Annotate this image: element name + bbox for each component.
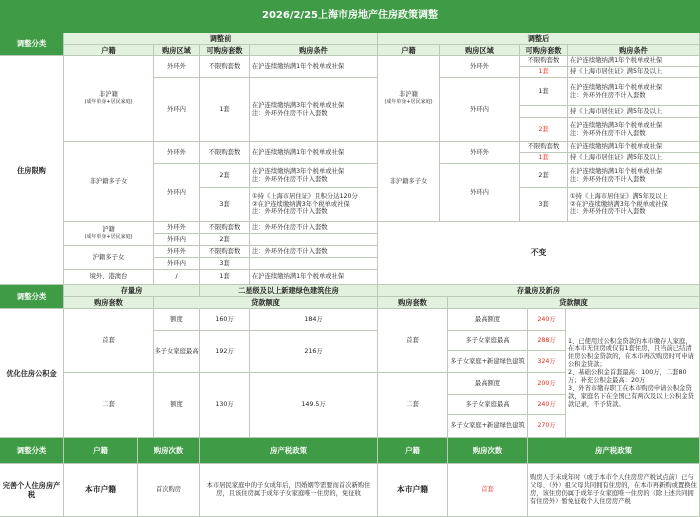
condition-text: 注：外环外住房不计入套数 [252,223,328,231]
area-outer-text: 外环外 [470,62,489,70]
amount-after-text: 200万 [537,379,556,387]
condition-text: 在沪连续缴纳满1年个税单或社保 [570,57,663,65]
condition-new-text: 持《上海市居住证》满5年及以上 [570,68,663,76]
condition-new-text: 持《上海市居住证》满5年及以上 [570,154,663,162]
first-home-text: 首套 [102,336,115,344]
area-inner [154,234,200,246]
col-condition-after [568,45,700,56]
count-1-text: 1套 [538,87,549,95]
col-purchase-times-text: 购房次数 [153,445,184,455]
condition [250,56,378,78]
count-unlimited [520,56,568,67]
header-green-building [200,285,378,297]
area-inner-text: 外环内 [470,105,489,113]
count-unlimited-text: 不限购套数 [208,62,241,70]
quota [154,309,200,331]
col-huji-tax-text: 户籍 [93,445,108,455]
condition [250,188,378,222]
max-quota [448,373,528,395]
condition-text: ①持《上海市居住证》满5年及以上 ②在沪连续缴纳满3年个税单或社保 注：外环外住房不计入套数 [570,192,668,216]
area-inner-text: 外环内 [167,105,186,113]
amount-after-text: 324万 [537,357,556,365]
second-home-text: 二套 [102,401,115,409]
count-3-text: 3套 [538,200,549,208]
quota [154,373,200,438]
area-inner [154,78,200,142]
count-unlimited-text: 不限购套数 [527,143,560,151]
area-inner-text: 外环内 [167,235,186,243]
col-area-text: 购房区域 [162,45,191,55]
condition [568,78,700,106]
col-purchase-times-after-text: 购房次数 [472,445,503,455]
col-huji [64,45,154,56]
count-1-new-text: 1套 [538,154,549,162]
row-shanghai-text: 沪籍 [102,226,115,234]
condition [250,222,378,234]
tax-policy-after-text: 购房人于未成年时（或于本市个人住房房产税试点前）已与父母、（外）祖父母共同拥有住房的，在本市再新购或置换住房，该住房仍属于成年子女家庭唯一住房的（除上述共同拥有住房外）暂免征收个人住房房产税 [530,474,697,505]
count-3-text: 3套 [219,200,230,208]
area-outer [154,222,200,234]
condition-text: 在沪连续缴纳满1年个税单或社保 注：外环外住房不计入套数 [570,167,663,183]
first-home [64,309,154,373]
header-green-building-text: 二星级及以上新建绿色建筑住房 [238,286,339,295]
col-tax-policy-after-text: 房产税政策 [595,445,632,455]
col-count [200,45,250,56]
amount-green [250,373,378,438]
first-purchase-text: 首次购房 [155,486,182,494]
count-1 [200,270,250,285]
count-2-new [520,118,568,142]
header-after-text: 调整后 [527,34,550,43]
col-loan-amount-after-text: 贷款额度 [559,298,588,307]
area-outer [154,142,200,164]
area-outer-text: 外环外 [167,148,186,156]
multichild-green [448,415,528,438]
category-housing-fund-text: 优化住房公积金 [6,368,57,378]
condition-new-text: 在沪连续缴纳满3年个税单或社保 注：外环外住房不计入套数 [570,121,663,137]
col-house-count-text: 购房套数 [94,298,123,307]
count-unlimited-text: 不限购套数 [208,148,241,156]
col-loan-amount-text: 贷款额度 [251,298,280,307]
header-category-3-text: 调整分类 [16,445,47,455]
header-existing-new [378,285,700,297]
fund-notes-text: 1、已使用过公积金贷款的本市缴存人家庭，在本市无住房或仅有1套住房，且当前已结清住房公积金贷款的，在本市再次购房时可申请公积金贷款； 2、基础公积金首套最高：100万，二套80万；补充公积金最高：20万 3、外省市缴存职工在本市购房申请公积金贷款，家庭名下在全国已有两次及以上公积金贷款记录，不予贷款。 [568,337,694,408]
count-3-text: 3套 [219,259,230,267]
first-home-tax [448,464,528,517]
after-non-shanghai-multichild-text: 非沪籍多子女 [389,177,428,185]
col-purchase-times-after [448,438,528,464]
quota-text: 额度 [170,315,183,323]
unchanged-note-text: 不变 [530,248,547,258]
col-area-after [440,45,520,56]
header-existing [64,285,200,297]
col-area-after-text: 购房区域 [465,45,494,55]
condition [568,188,700,222]
col-huji-after-text: 户籍 [401,45,416,55]
first-home-tax-text: 首套 [481,486,494,494]
count-3 [200,258,250,270]
multichild-green-text: 多子女家庭+新建绿色建筑 [450,422,525,430]
amount-after-text: 240万 [537,400,556,408]
multichild-max-text: 多子女家庭最高 [465,400,510,408]
header-category-text: 调整分类 [16,39,47,49]
max-quota [448,309,528,331]
area-inner-text: 外环内 [470,188,489,196]
count-1-new [520,67,568,78]
amount-green [250,309,378,331]
condition [250,78,378,142]
condition-text: 在沪连续缴纳满3年个税单或社保 注：外环外住房不计入套数 [252,101,345,117]
row-non-shanghai [64,56,154,142]
count-2 [200,164,250,188]
area-inner [154,164,200,222]
condition-text: 注：外环外住房不计入套数 [252,247,328,255]
condition-text: 在沪连续缴纳满1年个税单或社保 注：外环外住房不计入套数 [570,83,663,99]
col-count-after [520,45,568,56]
amount-green-text: 149.5万 [301,401,326,409]
amount-existing [200,331,250,373]
header-after [378,33,700,45]
row-non-shanghai-text: 非沪籍 [99,91,118,99]
col-house-count-after-text: 购房套数 [398,298,427,307]
local-huji-text: 本市户籍 [84,485,117,495]
category-purchase-limit [0,56,64,285]
multichild-green-text: 多子女家庭+新建绿色建筑 [450,357,525,365]
condition-empty [250,258,378,270]
count-unlimited [200,142,250,164]
subnote: (成年单身+居民家庭) [84,99,133,106]
amount-after-text: 270万 [537,422,556,430]
quota-text: 额度 [170,401,183,409]
count-2 [520,164,568,188]
col-condition [250,45,378,56]
area-outer-text: 外环外 [167,62,186,70]
header-category [0,33,64,56]
col-count-after-text: 可购房套数 [525,45,562,55]
col-huji-text: 户籍 [101,45,116,55]
amount-after-text: 240万 [537,315,556,323]
count-2-text: 2套 [219,171,230,179]
multichild-max [448,395,528,415]
amount-after [528,373,566,395]
col-purchase-times [138,438,200,464]
col-tax-policy-after [528,438,700,464]
area-outer [440,56,520,78]
local-huji [64,464,138,517]
col-area [154,45,200,56]
condition [250,246,378,258]
condition-new [568,153,700,164]
condition [250,142,378,164]
after-non-shanghai [378,56,440,142]
condition-text: 在沪连续缴纳满1年个税单或社保 [252,62,345,70]
category-purchase-limit-text: 住房限购 [17,165,46,175]
header-existing-text: 存量房 [120,286,143,295]
amount-existing-text: 160万 [215,315,234,323]
condition-text: 在沪连续缴纳满3年个税单或社保 注：外环外住房不计入套数 [252,167,345,183]
count-empty [520,106,568,118]
subnote: (成年单身+居民家庭) [384,99,433,106]
count-2-text: 2套 [538,171,549,179]
amount-green-text: 184万 [304,315,323,323]
area-outer [440,142,520,164]
area-inner-text: 外环内 [167,188,186,196]
col-huji-tax-after-text: 户籍 [405,445,420,455]
condition-new [568,67,700,78]
amount-after [528,415,566,438]
after-non-shanghai-multichild [378,142,440,222]
row-overseas [64,270,154,285]
area-inner [440,164,520,222]
condition [568,142,700,153]
max-quota-text: 最高额度 [474,315,501,323]
condition [568,164,700,188]
count-unlimited-text: 不限购套数 [208,223,241,231]
col-huji-tax-after [378,438,448,464]
row-non-shanghai-multichild [64,142,154,222]
condition-text: ①持《上海市居住证》且积分达120分 ②在沪连续缴纳满3年个税单或社保 注：外环外住房不计入套数 [252,192,358,216]
count-1 [200,78,250,142]
condition-new [568,118,700,142]
multichild-max [154,331,200,373]
col-loan-amount-after [448,297,700,309]
local-huji-after [378,464,448,517]
col-loan-amount [154,297,378,309]
area-inner [440,78,520,142]
count-2-new-text: 2套 [538,125,549,133]
after-non-shanghai-text: 非沪籍 [399,91,418,99]
count-1-new-text: 1套 [538,68,549,76]
count-3 [200,188,250,222]
area-none [154,270,200,285]
condition-text: 在沪连续缴纳满1年个税单或社保 [252,148,345,156]
header-category-2-text: 调整分类 [16,291,47,301]
second-home-after-text: 二套 [406,401,419,409]
category-housing-fund [0,309,64,438]
amount-after [528,331,566,351]
amount-after [528,395,566,415]
header-category-2 [0,285,64,309]
col-house-count [64,297,154,309]
count-1-new [520,153,568,164]
tax-policy-before [200,464,378,517]
subnote: (成年单身+居民家庭) [84,234,133,241]
page-title [0,0,700,33]
area-none-text: / [175,273,178,281]
multichild-max-text: 多子女家庭最高 [465,336,510,344]
row-non-shanghai-multichild-text: 非沪籍多子女 [89,177,128,185]
fund-notes [566,309,700,438]
area-inner-text: 外环内 [167,259,186,267]
col-house-count-after [378,297,448,309]
tax-policy-after [528,464,700,517]
multichild-green [448,351,528,373]
category-property-tax [0,464,64,517]
count-unlimited-text: 不限购套数 [527,57,560,65]
condition-new-text: 持《上海市居住证》满5年及以上 [570,107,663,115]
col-condition-after-text: 购房条件 [619,45,648,55]
unchanged-note [378,222,700,285]
first-home-after-text: 首套 [406,336,419,344]
amount-existing-text: 192万 [215,347,234,355]
count-unlimited [200,246,250,258]
amount-after [528,351,566,373]
count-unlimited-text: 不限购套数 [208,247,241,255]
first-home-after [378,309,448,373]
count-unlimited [520,142,568,153]
first-purchase [138,464,200,517]
col-count-text: 可购房套数 [206,45,243,55]
area-outer [154,246,200,258]
count-3 [520,188,568,222]
header-before [64,33,378,45]
count-2 [200,234,250,246]
condition [250,270,378,285]
condition-empty [250,234,378,246]
area-outer-text: 外环外 [470,148,489,156]
second-home [64,373,154,438]
amount-green [250,331,378,373]
amount-after [528,309,566,331]
col-huji-tax [64,438,138,464]
local-huji-after-text: 本市户籍 [396,485,429,495]
header-category-3 [0,438,64,464]
condition [250,164,378,188]
multichild-max-text: 多子女家庭最高 [154,347,199,355]
condition [568,56,700,67]
page-title-text: 2026/2/25上海市房地产住房政策调整 [261,10,438,22]
count-unlimited [200,56,250,78]
condition-new [568,106,700,118]
col-condition-text: 购房条件 [299,45,328,55]
col-tax-policy-text: 房产税政策 [270,445,307,455]
amount-after-text: 288万 [537,336,556,344]
category-property-tax-text: 完善个人住房房产税 [2,481,61,499]
area-outer-text: 外环外 [167,223,186,231]
row-shanghai-multichild-text: 沪籍多子女 [92,253,125,261]
condition-text: 在沪连续缴纳满1年个税单或社保 [252,273,345,281]
header-before-text: 调整前 [209,34,232,43]
area-outer [154,56,200,78]
col-tax-policy [200,438,378,464]
max-quota-text: 最高额度 [474,379,501,387]
multichild-max [448,331,528,351]
header-existing-new-text: 存量房及新房 [516,286,561,295]
area-inner [154,258,200,270]
row-overseas-text: 境外、港澳台 [89,273,128,281]
amount-existing [200,373,250,438]
count-2-text: 2套 [219,235,230,243]
count-1 [520,78,568,106]
tax-policy-before-text: 本市居民家庭中的子女成年后，因婚姻等需要而首次新购住房，且该住房属于成年子女家庭唯一住房的，免征收 [206,482,371,497]
row-shanghai [64,222,154,246]
count-1-text: 1套 [219,273,230,281]
second-home-after [378,373,448,438]
col-huji-after [378,45,440,56]
row-shanghai-multichild [64,246,154,270]
area-outer-text: 外环外 [167,247,186,255]
count-unlimited [200,222,250,234]
amount-existing [200,309,250,331]
condition-text: 在沪连续缴纳满1年个税单或社保 [570,143,663,151]
amount-existing-text: 130万 [215,401,234,409]
count-1-text: 1套 [219,105,230,113]
amount-green-text: 216万 [304,347,323,355]
